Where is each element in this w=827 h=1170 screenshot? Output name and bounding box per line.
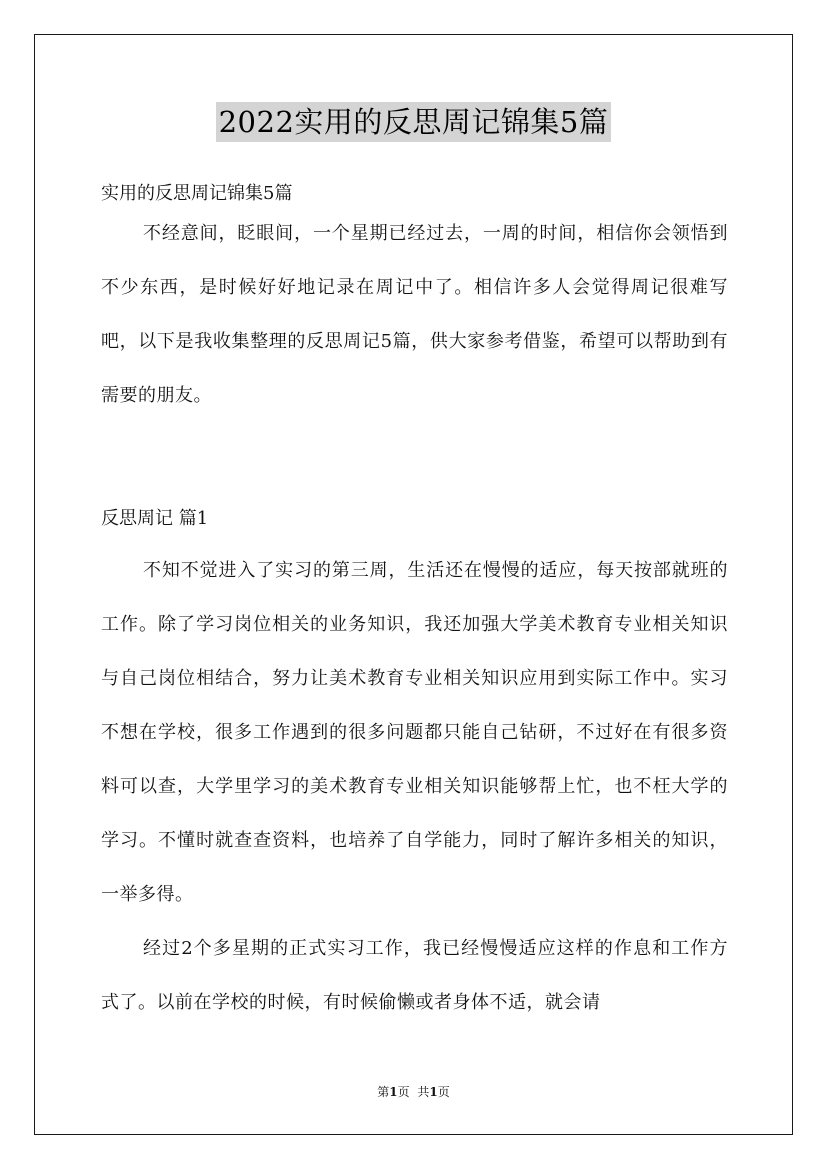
page-suffix: 页 xyxy=(397,1085,410,1099)
total-prefix: 共 xyxy=(417,1085,430,1099)
total-suffix: 页 xyxy=(437,1085,450,1099)
page-number: 1 xyxy=(389,1085,398,1099)
document-title: 2022实用的反思周记锦集5篇 xyxy=(216,102,612,142)
body-paragraph: 经过2个多星期的正式实习工作，我已经慢慢适应这样的作息和工作方式了。以前在学校的时候，有时候偷懒或者身体不适，就会请 xyxy=(101,938,728,1013)
total-pages: 1 xyxy=(429,1085,438,1099)
document-subtitle: 实用的反思周记锦集5篇 xyxy=(101,183,293,204)
page-prefix: 第 xyxy=(377,1085,390,1099)
page-footer xyxy=(0,1084,827,1100)
body-paragraph: 不知不觉进入了实习的第三周，生活还在慢慢的适应，每天按部就班的工作。除了学习岗位相关的业务知识，我还加强大学美术教育专业相关知识与自己岗位相结合，努力让美术教育专业相关知识应用到实际工作中。实习不想在学校，很多工作遇到的很多问题都只能自己钻研，不过好在有很多资料可以查，大学里学习的美术教育专业相关知识能够帮上忙，也不枉大学的学习。不懂时就查查资料，也培养了自学能力，同时了解许多相关的知识，一举多得。 xyxy=(101,560,728,905)
intro-paragraph: 不经意间，眨眼间，一个星期已经过去，一周的时间，相信你会领悟到不少东西，是时候好好地记录在周记中了。相信许多人会觉得周记很难写吧，以下是我收集整理的反思周记5篇，供大家参考借鉴，希望可以帮助到有需要的朋友。 xyxy=(101,223,728,406)
title-container xyxy=(0,102,827,142)
section-heading: 反思周记 篇1 xyxy=(101,508,209,529)
